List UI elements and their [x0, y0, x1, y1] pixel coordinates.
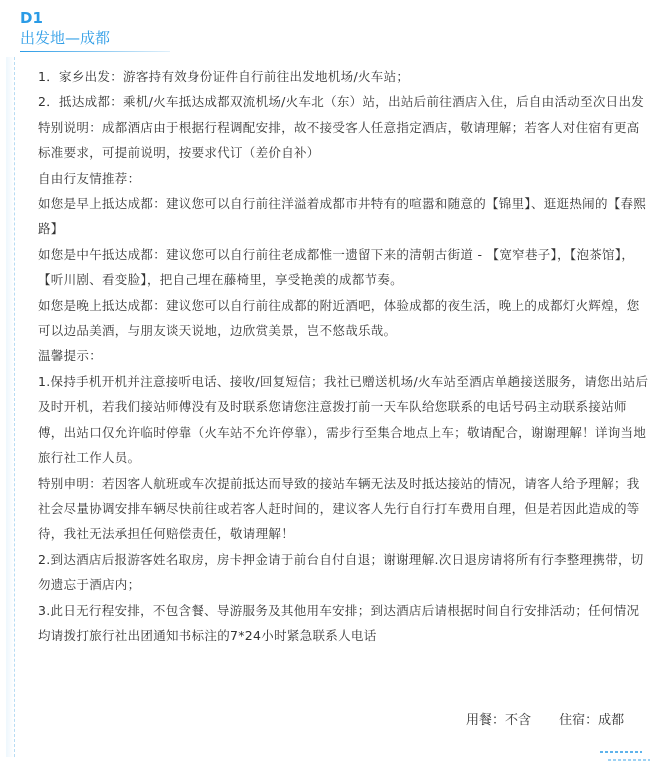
paragraph-morning-arrival: 如您是早上抵达成都：建议您可以自行前往洋溢着成都市井特有的喧嚣和随意的【锦里】、逛逛热闹的【春熙路】 [38, 196, 647, 237]
paragraph-tip-free-day: 3.此日无行程安排，不包含餐、导游服务及其他用车安排；到达酒店后请根据时间自行安排活动；任何情况均请拨打旅行社出团通知书标注的7*24小时紧急联系人电话 [38, 602, 640, 643]
paragraph-special-statement: 特别申明：若因客人航班或车次提前抵达而导致的接站车辆无法及时抵达接站的情况，请客人给予理解；我社会尽量协调安排车辆尽快前往或若客人赶时间的，建议客人先行自行打车费用自理，但是若因此造成的等待，我社无法承担任何赔偿责任，敬请理解！ [38, 475, 640, 542]
day-label: D1 [20, 9, 43, 27]
meals-info: 用餐：不含 [466, 713, 532, 728]
paragraph-recommend-heading: 自由行友情推荐： [38, 170, 141, 186]
left-shade [6, 57, 14, 757]
decorative-corner-lines [600, 740, 660, 764]
paragraph-arrival: 2．抵达成都：乘机/火车抵达成都双流机场/火车北（东）站，出站后前往酒店入住，后自由活动至次日出发 [38, 94, 645, 110]
left-dashed-border [14, 57, 15, 757]
paragraph-noon-arrival: 如您是中午抵达成都：建议您可以自行前往老成都惟一遗留下来的清朝古街道 - 【宽窄巷子】，【泡茶馆】，【听川剧、看变脸】，把自己埋在藤椅里，享受艳羡的成都节奏。 [38, 246, 635, 288]
day-summary [466, 711, 624, 731]
paragraph-tip-hotel: 2.到达酒店后报游客姓名取房，房卡押金请于前台自付自退；谢谢理解.次日退房请将所有行李整理携带，切勿遗忘于酒店内； [38, 551, 644, 593]
paragraph-tips-heading: 温馨提示： [38, 348, 103, 364]
paragraph-evening-arrival: 如您是晚上抵达成都：建议您可以自行前往成都的附近酒吧，体验成都的夜生活，晚上的成都灯火辉煌，您可以边品美酒，与朋友谈天说地，边欣赏美景，岂不悠哉乐哉。 [38, 297, 640, 339]
paragraph-tip-phone: 1.保持手机开机并注意接听电话、接收/回复短信；我社已赠送机场/火车站至酒店单趟接送服务，请您出站后及时开机，若我们接站师傅没有及时联系您请您注意拨打前一天车队给您联系的电话号码主动联系接站师傅，出站口仅允许临时停靠（火车站不允许停靠），需步行至集合地点上车；敬请配合，谢谢理解！详询当地旅行社工作人员。 [38, 373, 649, 466]
day-title: 出发地—成都 [20, 29, 111, 47]
title-underline [20, 51, 170, 52]
itinerary-body [38, 64, 650, 648]
paragraph-departure: 1．家乡出发：游客持有效身份证件自行前往出发地机场/火车站； [38, 69, 410, 84]
paragraph-special-note: 特别说明：成都酒店由于根据行程调配安排，故不接受客人任意指定酒店，敬请理解；若客人对住宿有更高标准要求，可提前说明，按要求代订（差价自补） [38, 119, 640, 161]
accommodation-info: 住宿：成都 [559, 713, 625, 728]
